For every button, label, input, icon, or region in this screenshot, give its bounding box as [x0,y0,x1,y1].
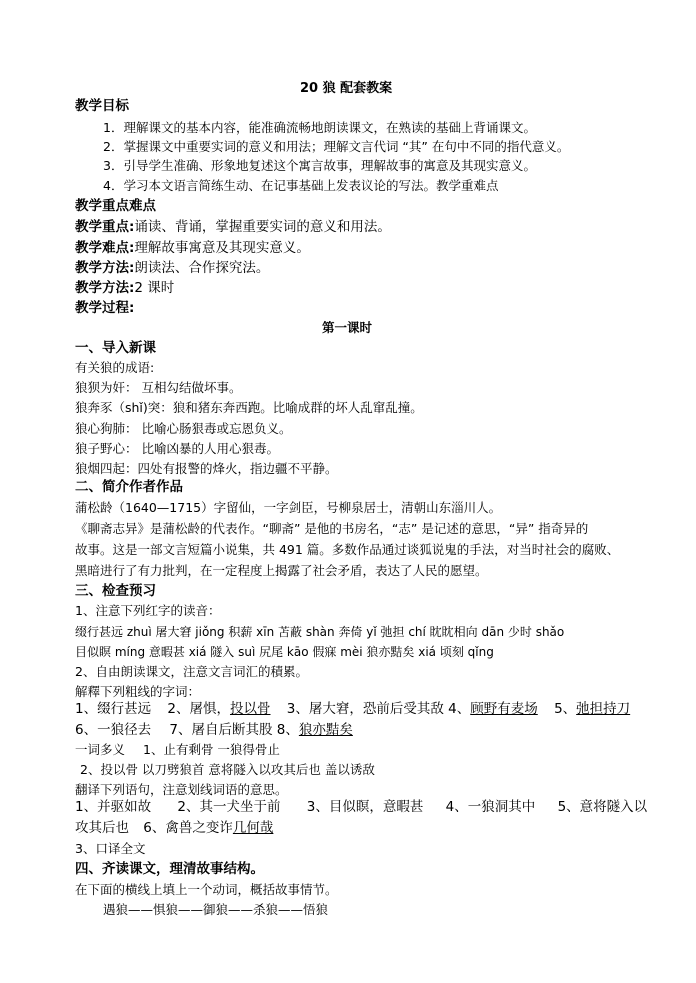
translation-item: 5、意将隧入以 [557,799,648,815]
idiom-item: 狼心狗肺： 比喻心肠狠毒或忘恩负义。 [75,421,292,436]
translation-item: 几何哉 [232,820,274,836]
section1-heading: 一、导入新课 [75,340,156,356]
pronunciation-question: 1、注意下列红字的读音： [75,603,221,618]
explanation-item: 5、 [554,701,577,717]
author-line: 故事。这是一部文言短篇小说集，共 491 篇。多数作品通过谈狐说鬼的手法，对当时社会的腐败、 [75,542,620,557]
explanation-item: 7、屠自后断其股 8、 [169,722,299,738]
translation-item: 4、一狼洞其中 [445,799,536,815]
plot-sequence: 遇狼——惧狼——御狼——杀狼——悟狼 [103,902,329,917]
explanation-item: 3、屠大窘，恐前后受其敌 4、 [286,701,471,717]
explanation-row [75,724,353,738]
idiom-item: 狼狈为奸： 互相勾结做坏事。 [75,380,242,395]
translation-label: 翻译下列语句，注意划线词语的意思。 [75,782,288,797]
polysemy-row [75,744,280,757]
polysemy-item: 1、止有剩骨 一狼得骨止 [143,742,280,757]
author-line: 黑暗进行了有力批判，在一定程度上揭露了社会矛盾，表达了人民的愿望。 [75,563,488,578]
time-text: 2 课时 [134,280,175,296]
section2-heading: 二、简介作者作品 [75,479,183,495]
goal-item: 1．理解课文的基本内容，能准确流畅地朗读课文，在熟读的基础上背诵课文。 [103,120,536,135]
author-line: 《聊斋志异》是蒲松龄的代表作。“聊斋” 是他的书房名，“志” 是记述的意思，“异” 指奇异的 [75,521,589,536]
explanation-label: 解釋下列粗线的字词： [75,684,201,699]
explanation-item: 顾野有麦场 [470,701,538,717]
time-line [75,282,174,296]
pronunciation-line: 缀行甚远 zhuì 屠大窘 jiǒng 积薪 xīn 苫蔽 shàn 奔倚 yǐ 弛担 chí 眈眈相向 dān 少时 shǎo [75,625,565,639]
goal-item: 3．引导学生准确、形象地复述这个寓言故事，理解故事的寓意及其现实意义。 [103,158,536,173]
explanation-item: 投以骨 [229,701,271,717]
translation-row [75,822,273,836]
process-label: 教学过程: [75,300,135,316]
document-title: 20 狼 配套教案 [300,81,393,96]
section4-heading: 四、齐读课文，理清故事结构。 [75,861,264,877]
difficulty-line [75,242,310,256]
goals-heading: 教学目标 [75,98,129,114]
polysemy-label: 一词多义 [75,742,126,757]
focus-text: 诵读、背诵，掌握重要实词的意义和用法。 [134,219,391,235]
idioms-intro: 有关狼的成语: [75,360,155,375]
focus-line [75,221,391,235]
difficulty-text: 理解故事寓意及其现实意义。 [134,240,310,256]
plot-instruction: 在下面的横线上填上一个动词，概括故事情节。 [75,882,338,897]
explanation-item: 弛担持刀 [576,701,631,717]
translation-row [75,801,647,815]
keypoints-heading: 教学重点难点 [75,198,156,214]
polysemy-item: 2、投以骨 以刀劈狼首 意将隧入以攻其后也 盖以诱敌 [80,762,375,777]
oral-translation: 3、口译全文 [75,841,146,856]
explanation-item: 2、屠惧， [167,701,230,717]
translation-item: 2、其一犬坐于前 [177,799,281,815]
time-label: 教学方法: [75,280,135,296]
translation-item: 3、目似瞑，意暇甚 [306,799,424,815]
reading-question: 2、自由朗读课文，注意文言词汇的積累。 [75,664,308,679]
explanation-item: 1、缀行甚远 [75,701,152,717]
idiom-item: 狼奔豕（shǐ)突：狼和猪东奔西跑。比喻成群的坏人乱窜乱撞。 [75,400,423,415]
idiom-item: 狼烟四起：四处有报警的烽火，指边疆不平静。 [75,461,338,476]
translation-item: 6、禽兽之变诈 [143,820,233,836]
lesson1-heading: 第一课时 [322,320,373,335]
focus-label: 教学重点: [75,219,135,235]
translation-item: 攻其后也 [75,820,129,836]
method-line [75,262,269,276]
explanation-row [75,703,630,717]
difficulty-label: 教学难点: [75,240,135,256]
explanation-item: 狼亦黠矣 [298,722,353,738]
pronunciation-line: 目似瞑 míng 意暇甚 xiá 隧入 suì 尻尾 kāo 假寐 mèi 狼亦黠矣 xiá 顷刻 qǐng [75,645,494,659]
translation-item: 1、并驱如故 [75,799,152,815]
section3-heading: 三、检查预习 [75,583,156,599]
explanation-item: 6、一狼径去 [75,722,152,738]
idiom-item: 狼子野心： 比喻凶暴的人用心狠毒。 [75,441,279,456]
goal-item: 2．掌握课文中重要实词的意义和用法；理解文言代词 “其” 在句中不同的指代意义。 [103,139,570,154]
author-line: 蒲松龄（1640—1715）字留仙，一字剑臣，号柳泉居士，清朝山东淄川人。 [75,500,502,515]
method-text: 朗读法、合作探究法。 [134,260,270,276]
method-label: 教学方法: [75,260,135,276]
goal-item: 4．学习本文语言简练生动、在记事基础上发表议论的写法。教学重难点 [103,178,499,193]
